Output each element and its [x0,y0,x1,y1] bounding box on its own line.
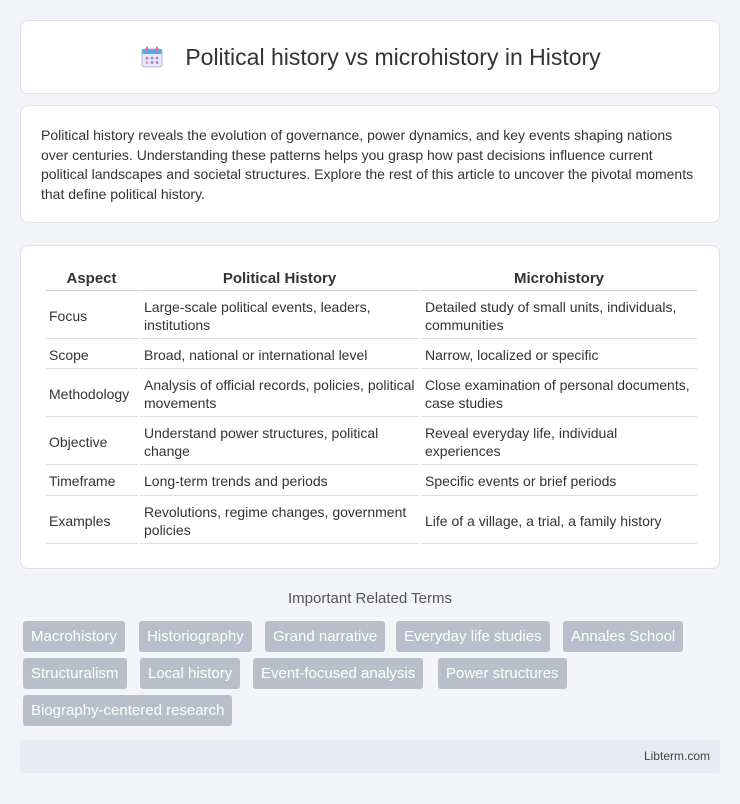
tag-power-structures[interactable]: Power structures [438,658,567,689]
cell-micro: Life of a village, a trial, a family history [421,498,697,544]
cell-micro: Close examination of personal documents, case studies [421,371,697,417]
header-political-history: Political History [140,268,419,291]
cell-micro: Specific events or brief periods [421,467,697,496]
cell-aspect: Focus [45,293,138,339]
cell-aspect: Examples [45,498,138,544]
comparison-card [20,245,720,569]
cell-political: Broad, national or international level [140,341,419,369]
related-terms-title: Important Related Terms [288,590,452,607]
page-title: Political history vs microhistory in History [185,43,601,70]
table-header-row [45,268,697,291]
footer-site-link[interactable]: Libterm.com [643,749,710,763]
cell-political: Revolutions, regime changes, government policies [140,498,419,544]
table-row [45,371,697,417]
table-row [45,293,697,339]
table-row [45,419,697,465]
header-card [20,20,720,94]
cell-political: Analysis of official records, policies, political movements [140,371,419,417]
cell-political: Long-term trends and periods [140,467,419,496]
cell-micro: Reveal everyday life, individual experiences [421,419,697,465]
tag-event-focused-analysis[interactable]: Event-focused analysis [253,658,423,689]
table-row [45,467,697,496]
header-aspect: Aspect [45,268,138,291]
intro-card [20,105,720,223]
cell-micro: Detailed study of small units, individuals, communities [421,293,697,339]
intro-text: Political history reveals the evolution of governance, power dynamics, and key events shaping nations over centuries. Understanding these patterns helps you grasp how past decisions influence current political landscapes and societal structures. Explore the rest of this article to uncover the pivotal moments that define political history. [41,127,694,202]
header-microhistory: Microhistory [421,268,697,291]
comparison-table [43,266,699,546]
cell-micro: Narrow, localized or specific [421,341,697,369]
cell-aspect: Objective [45,419,138,465]
calendar-icon [139,44,165,70]
cell-aspect: Timeframe [45,467,138,496]
table-row [45,341,697,369]
tag-biography-centered-research[interactable]: Biography-centered research [23,695,232,726]
cell-aspect: Methodology [45,371,138,417]
cell-political: Understand power structures, political change [140,419,419,465]
tag-everyday-life-studies[interactable]: Everyday life studies [396,621,550,652]
tag-historiography[interactable]: Historiography [139,621,252,652]
cell-aspect: Scope [45,341,138,369]
tag-grand-narrative[interactable]: Grand narrative [265,621,385,652]
footer [20,740,720,773]
tag-structuralism[interactable]: Structuralism [23,658,127,689]
cell-political: Large-scale political events, leaders, institutions [140,293,419,339]
tag-macrohistory[interactable]: Macrohistory [23,621,125,652]
table-row [45,498,697,544]
tag-local-history[interactable]: Local history [140,658,240,689]
tag-annales-school[interactable]: Annales School [563,621,683,652]
